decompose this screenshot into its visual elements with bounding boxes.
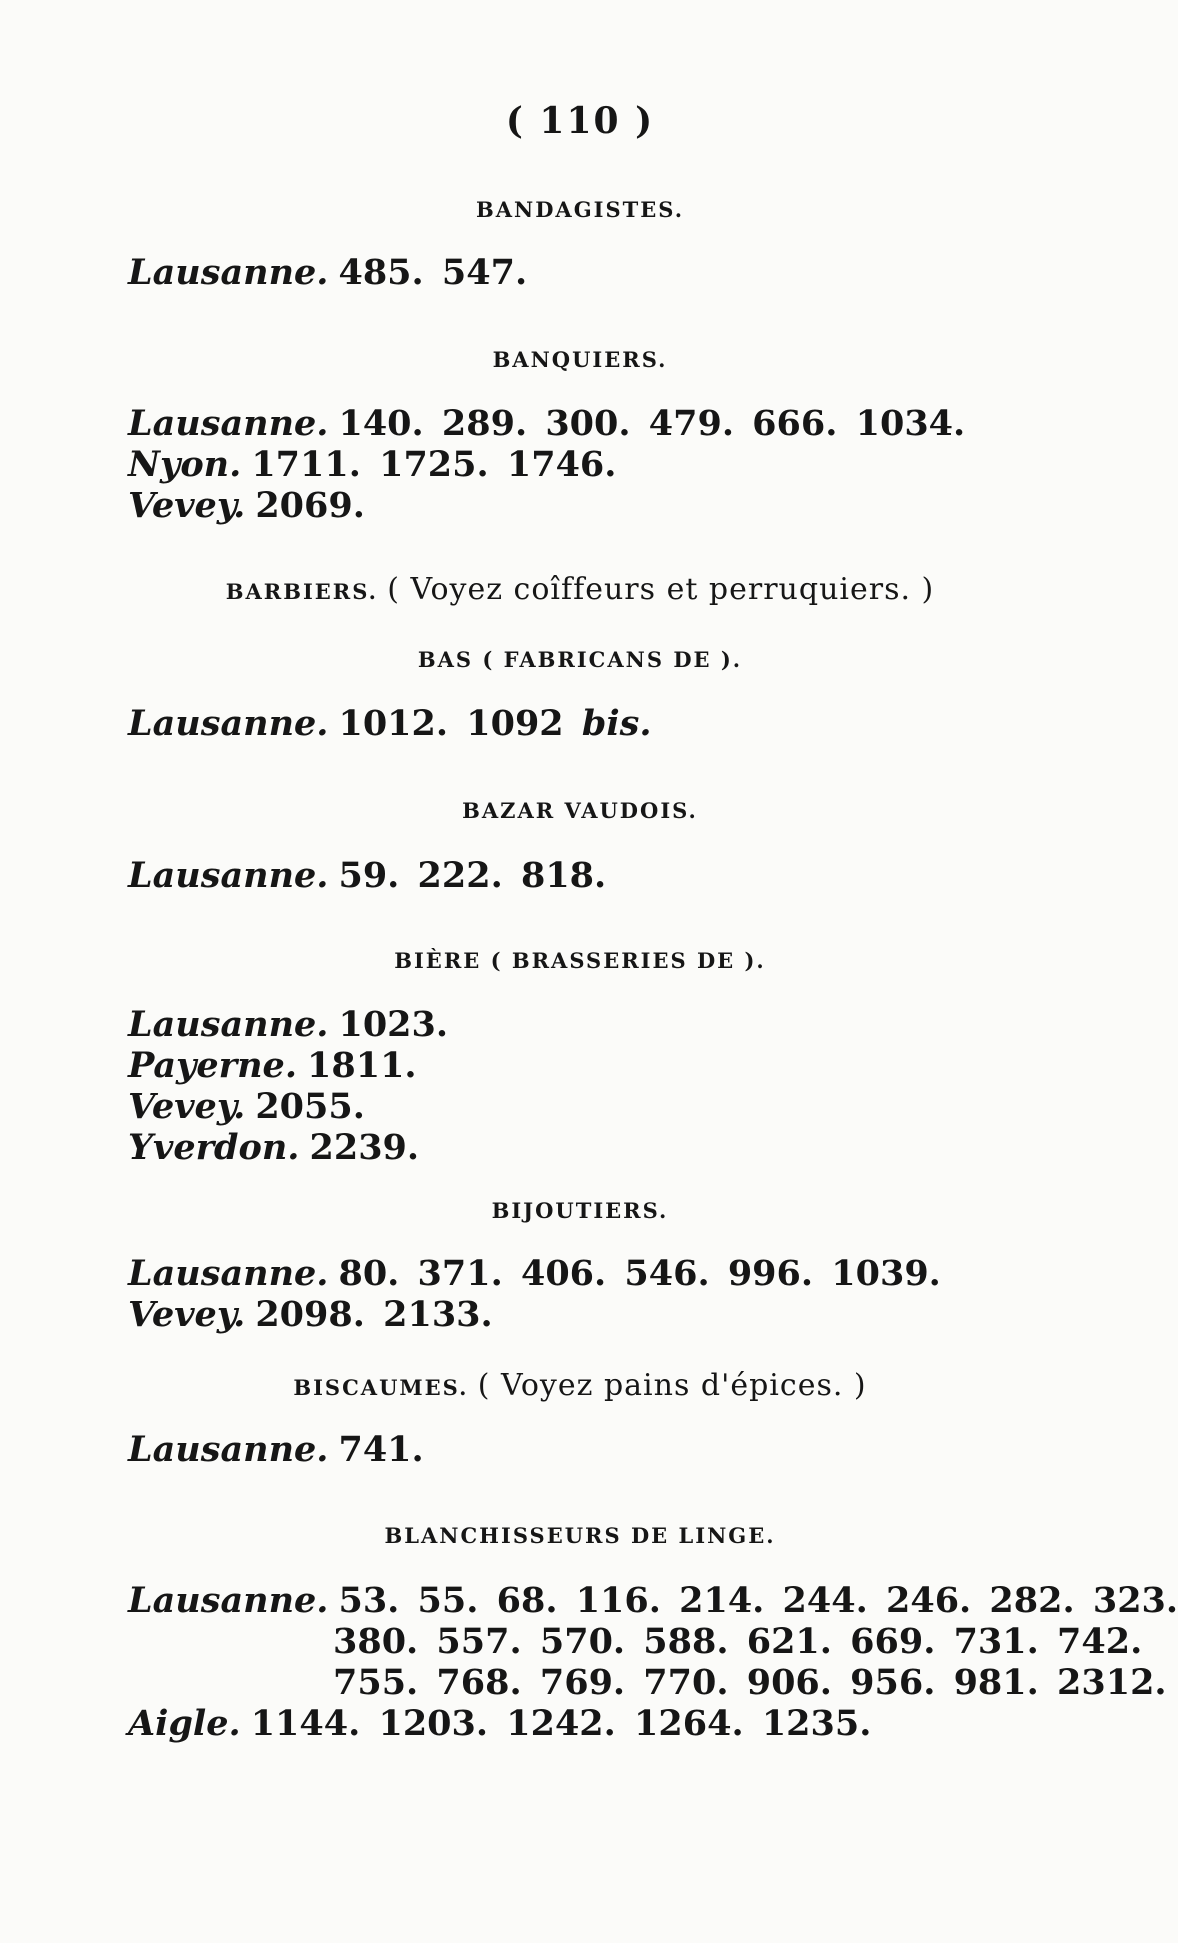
entry-line: Lausanne. 59. 222. 818. (128, 855, 607, 896)
entries-biscaumes (128, 1429, 424, 1470)
entry-line: Aigle. 1144. 1203. 1242. 1264. 1235. (128, 1703, 872, 1744)
section-heading-bazar-vaudois: BAZAR VAUDOIS. (462, 798, 698, 823)
entry-line: Lausanne. 741. (128, 1429, 424, 1470)
entry-line: Vevey. 2069. (128, 485, 365, 526)
entries-blanchisseurs (128, 1580, 1178, 1744)
section-heading-biere: BIÈRE ( BRASSERIES DE ). (394, 948, 766, 973)
section-heading-bijoutiers: BIJOUTIERS. (491, 1198, 669, 1223)
entry-line: Vevey. 2098. 2133. (128, 1294, 493, 1335)
entry-line: Lausanne. 1012. 1092 bis. (128, 703, 652, 744)
section-heading-bas: BAS ( FABRICANS DE ). (417, 647, 743, 672)
entry-line: Lausanne. 1023. (128, 1004, 449, 1045)
section-heading-barbiers: BARBIERS. ( Voyez coîffeurs et perruquiers. ) (225, 572, 935, 607)
entry-line: Lausanne. 53. 55. 68. 116. 214. 244. 246. 282. 323. (128, 1580, 1178, 1621)
entries-biere (128, 1004, 448, 1168)
cross-reference: ( Voyez pains d'épices. ) (477, 1368, 867, 1403)
section-heading-biscaumes: BISCAUMES. ( Voyez pains d'épices. ) (293, 1368, 867, 1403)
entries-bazar-vaudois (128, 855, 606, 896)
entries-bas (128, 703, 652, 744)
section-heading-bandagistes: BANDAGISTES. (475, 197, 685, 222)
cross-reference: ( Voyez coîffeurs et perruquiers. ) (387, 572, 935, 607)
entries-bijoutiers (128, 1253, 941, 1335)
section-heading-blanchisseurs: BLANCHISSEURS DE LINGE. (384, 1523, 776, 1548)
section-heading-banquiers: BANQUIERS. (492, 347, 668, 372)
entry-line: Nyon. 1711. 1725. 1746. (128, 444, 617, 485)
entry-line-continuation: 755. 768. 769. 770. 906. 956. 981. 2312. (333, 1662, 1167, 1703)
entry-line: Payerne. 1811. (128, 1045, 417, 1086)
entry-line: Vevey. 2055. (128, 1086, 365, 1127)
entries-banquiers (128, 403, 965, 526)
entry-line-continuation: 380. 557. 570. 588. 621. 669. 731. 742. (333, 1621, 1143, 1662)
entries-bandagistes (128, 252, 527, 293)
page-number: ( 110 ) (505, 100, 655, 142)
entry-line: Yverdon. 2239. (128, 1127, 420, 1168)
entry-line: Lausanne. 140. 289. 300. 479. 666. 1034. (128, 403, 966, 444)
entry-line: Lausanne. 485. 547. (128, 252, 528, 293)
entry-line: Lausanne. 80. 371. 406. 546. 996. 1039. (128, 1253, 941, 1294)
